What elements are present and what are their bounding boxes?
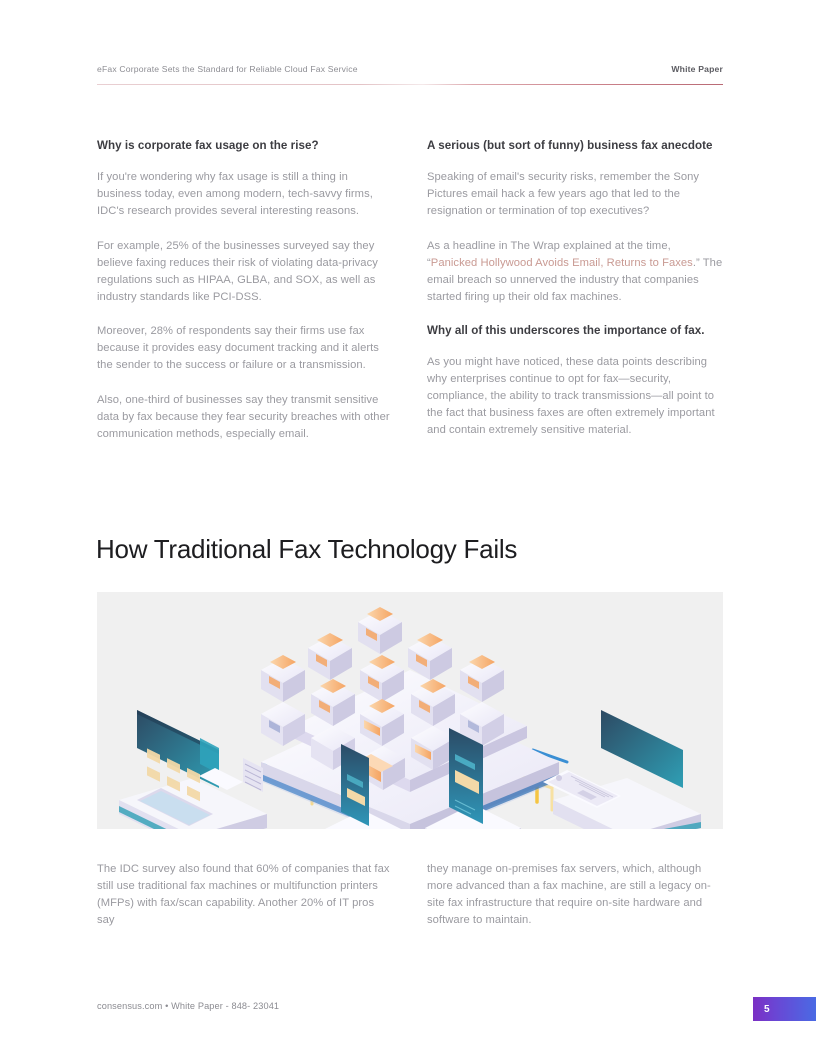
left-column [97,138,393,443]
paragraph-text-before-link: As a headline in The Wrap explained at the time, “ [427,239,671,269]
paragraph-with-link [427,238,723,306]
paragraph: they manage on-premises fax servers, which, although more advanced than a fax machine, are still a legacy on-site fax infrastructure that require on-site hardware and software to maintain. [427,863,711,926]
right-column-heading-2: Why all of this underscores the importance of fax. [427,324,705,338]
body-columns [97,138,723,443]
fax-technology-illustration [97,592,723,829]
paragraph: Moreover, 28% of respondents say their firms use fax because it provides easy document tracking and it alerts the sender to the success or failure or a transmission. [97,325,379,372]
header-rule [97,84,723,85]
page-number-badge: 5 [753,997,816,1021]
isometric-fax-stack-svg [97,592,723,829]
right-column-heading: A serious (but sort of funny) business fax anecdote [427,139,713,152]
paragraph: If you're wondering why fax usage is still a thing in business today, even among modern, tech-savvy firms, IDC's research provides several interesting reasons. [97,171,373,217]
lower-right-column [427,861,723,929]
footer-text: consensus.com • White Paper - 848- 23041 [97,1001,280,1011]
lower-body-columns [97,861,723,929]
left-column-heading: Why is corporate fax usage on the rise? [97,139,319,152]
paragraph: Speaking of email's security risks, remember the Sony Pictures email hack a few years ago that led to the resignation or termination of top executives? [427,171,700,217]
running-header-title: eFax Corporate Sets the Standard for Reliable Cloud Fax Service [97,64,358,74]
section-title: How Traditional Fax Technology Fails [96,534,518,564]
paragraph: For example, 25% of the businesses surveyed say they believe faxing reduces their risk of violating data-privacy regulations such as HIPAA, GLBA, and SOX, as well as industry standards like PCI-DSS. [97,239,378,303]
running-header [97,64,723,86]
paragraph: As you might have noticed, these data points describing why enterprises continue to opt for fax—security, compliance, the ability to track transmissions—all point to the fact that business faxes are often extremely important and contain extremely sensitive material. [427,356,715,437]
right-column [427,138,723,443]
paragraph-text-after-link: .” The email breach so unnerved the industry that companies started firing up their old fax machines. [427,256,723,303]
running-header-doctype: White Paper [671,64,723,74]
lower-left-column [97,861,393,929]
paragraph: Also, one-third of businesses say they transmit sensitive data by fax because they fear security breaches with other communication methods, especially email. [97,394,390,440]
paragraph: The IDC survey also found that 60% of companies that fax still use traditional fax machines or multifunction printers (MFPs) with fax/scan capability. Another 20% of IT pros say [97,863,390,926]
the-wrap-article-link[interactable]: Panicked Hollywood Avoids Email, Returns to Faxes [430,256,693,269]
